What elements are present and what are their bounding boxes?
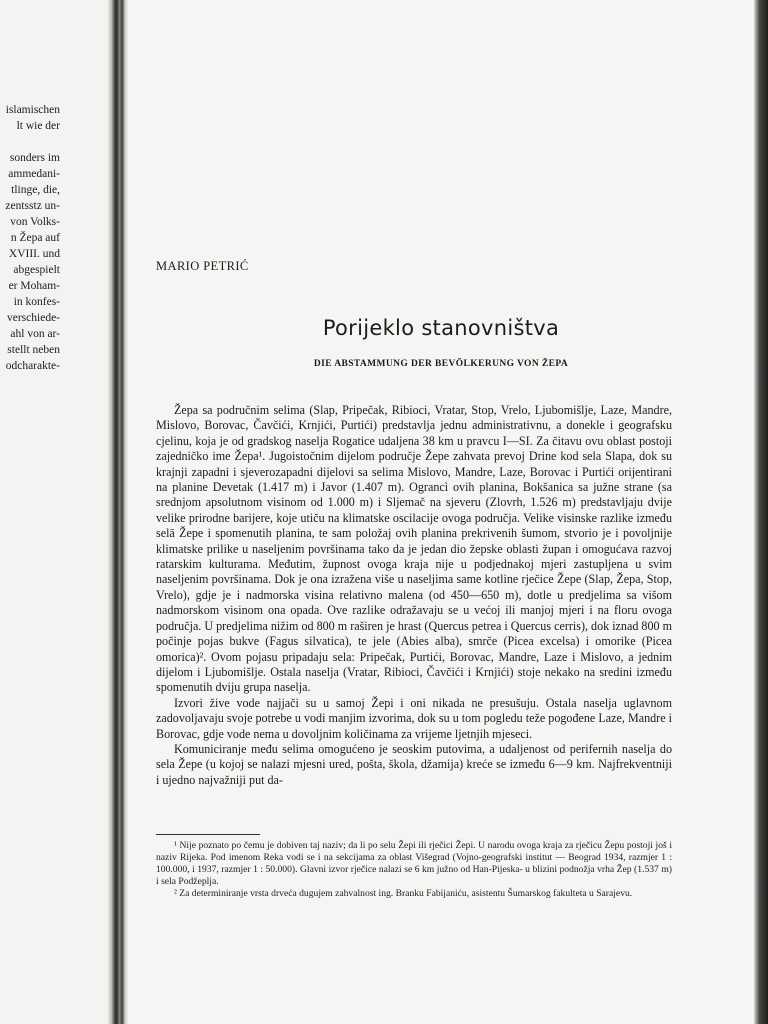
previous-page-line: ahl von ar- (10, 328, 60, 340)
previous-page-line: tlinge, die, (11, 184, 60, 196)
article-page (128, 0, 754, 1024)
previous-page-edge (0, 0, 112, 1024)
article-subtitle: DIE ABSTAMMUNG DER BEVÖLKERUNG VON ŽEPA (313, 359, 569, 369)
body-paragraph: Izvori žive vode najjači su u samoj Žepi i oni nikada ne presušuju. Ostala naselja uglavnom zadovoljavaju svoje potrebe u vodi manjim izvorima, dok su u tom pogledu teže pogođene Laze, Mandre i Borovac, gdje vode nema u dovoljnim količinama za vrijeme ljetnjih mjeseci. (156, 695, 672, 741)
previous-page-line: sonders im (9, 152, 60, 164)
previous-page-line: verschiede- (7, 312, 60, 324)
previous-page-line: in konfes- (13, 296, 60, 308)
footnote: ¹ Nije poznato po čemu je dobiven taj naziv; da li po selu Žepi ili rječici Žepi. U narodu ovoga kraja za rječicu Žepu postoji još i naziv Rijeka. Pod imenom Reka vodi se i na sekcijama za oblast Višegrad (Vojno-geografski institut — Beograd 1934, razmjer 1 : 100.000, i 1937, razmjer 1 : 50.000). Glavni izvor rječice nalazi se 6 km južno od Han-Pijeska- u blizini podnožja vrha Žep (1.537 m) i sela Podžeplja. (156, 840, 672, 887)
previous-page-line: er Moham- (8, 280, 60, 292)
footnote-divider (156, 834, 260, 835)
previous-page-line: zentsstz un- (5, 200, 60, 212)
previous-page-line: XVIII. und (8, 248, 60, 260)
previous-page-line (0, 134, 60, 150)
previous-page-line: ammedani- (8, 168, 60, 180)
previous-page-line: stellt neben (7, 344, 60, 356)
previous-page-line: lt wie der (16, 120, 60, 132)
footnotes (156, 840, 672, 900)
previous-page-text (0, 102, 60, 374)
page-edge-shadow (754, 0, 768, 1024)
previous-page-line: von Volks- (10, 216, 60, 228)
article-title: Porijeklo stanovništva (322, 316, 560, 340)
author-name: MARIO PETRIĆ (156, 259, 249, 273)
previous-page-line: abgespielt (13, 264, 60, 276)
previous-page-line: n Žepa auf (10, 232, 60, 244)
body-paragraph: Žepa sa područnim selima (Slap, Pripečak, Ribioci, Vratar, Stop, Vrelo, Ljubomišlje, Laze, Mandre, Mislovo, Borovac, Čavčići, Krnjići, Purtići) predstavlja jednu administrativnu, a donekle i geografsku cjelinu, koja je od gradskog naselja Rogatice udaljena 38 km u pravcu I—SI. Za čitavu ovu oblast postoji zajedničko ime Žepa¹. Jugoistočnim dijelom područje Žepe zahvata prevoj Drine kod sela Slapa, dok su krajnji zapadni i sjeverozapadni dijelovi sa selima Mislovo, Mandre, Laze, Borovac i Purtići orijentirani na planine Devetak (1.417 m) i Javor (1.407 m). Ograncì ovih planina, Bokšanica sa južne strane (sa srednjom apsolutnom visinom od 1.000 m) i Sljemač na sjeveru (Zlovrh, 1.526 m) predstavljaju dvije velike prirodne barijere, koje utiču na klimatske oscilacije ovoga područja. Velike visinske razlike između selā Žepe i spomenutih planina, te sam položaj ovih planina prekrivenih šumom, stvorio je i povoljnije klimatske prilike u naseljenim površinama tako da je jedan dio žepske oblasti župan i omogućava razvoj ratarskim kulturama. Međutim, župnost ovoga kraja nije u podjednakoj mjeri zastupljena u svim naseljenim površinama. Dok je ona izražena više u naseljima same kotline rječice Žepe (Slap, Žepa, Stop, Vrelo), gdje je i nadmorska visina relativno malena (od 450—650 m), dotle u predjelima sa višom nadmorskom visinom ona opada. Ove razlike odražavaju se u većoj ili manjoj mjeri i na floru ovoga područja. U predjelima nižim od 800 m raširen je hrast (Quercus petrea i Quercus cerris), dok iznad 800 m počinje pojas bukve (Fagus silvatica), te jele (Abies alba), smrče (Picea excelsa) i omorike (Picea omorica)². Ovom pojasu pripadaju sela: Pripečak, Purtići, Borovac, Mandre, Laze i Mislovo, a jednim dijelom i Ljubomišlje. Ostala naselja (Vratar, Ribioci, Čavčići i Krnjići) stoje nekako na sredini između spomenutih dviju grupa naselja. (156, 403, 672, 695)
previous-page-line: odcharakte- (5, 360, 60, 372)
footnote: ² Za determiniranje vrsta drveća dugujem zahvalnost ing. Branku Fabijaniću, asistentu Šumarskog fakulteta u Sarajevu. (174, 888, 633, 899)
body-paragraph: Komuniciranje među selima omogućeno je seoskim putovima, a udaljenost od perifernih naselja do sela Žepe (u kojoj se nalazi mjesni ured, pošta, škola, džamija) kreće se između 6—9 km. Najfrekventniji i ujedno najvažniji put da- (156, 741, 672, 787)
book-binding-gutter (108, 0, 128, 1024)
previous-page-line: islamischen (5, 104, 60, 116)
article-body (156, 403, 672, 788)
